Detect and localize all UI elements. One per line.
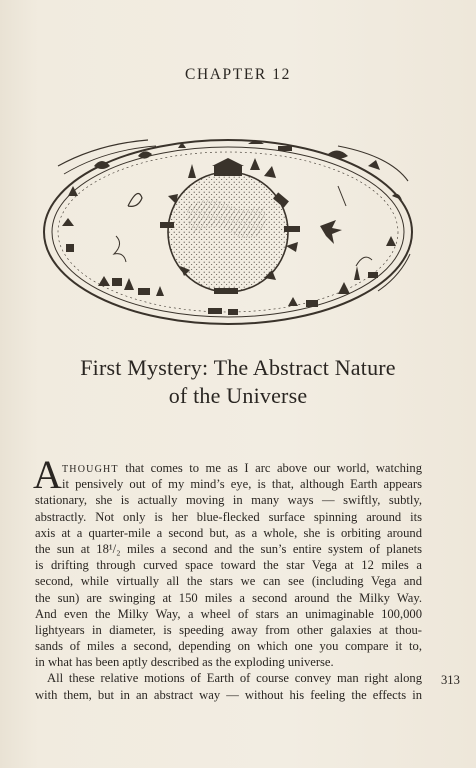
chapter-heading: CHAPTER 12 [185,66,291,83]
text-line [35,460,422,476]
chapter-title-line-2: of the Universe [168,383,308,408]
text-line: All these relative motions of Earth of course convey man right along [47,671,422,686]
text-line: in what has been aptly described as the exploding universe. [35,655,334,670]
chapter-title-line-1: First Mystery: The Abstract Nature [80,355,396,380]
text-line: it pensively out of my mind’s eye, is that, although Earth appears [62,477,422,492]
text-line: lightyears in diameter, is speeding away from other galaxies at thou- [35,622,422,637]
drop-cap: A [33,452,62,497]
chapter-title [0,354,476,410]
body-paragraphs [33,452,422,703]
text-line: second, while virtually all the stars we can see (including Vega and [35,574,422,589]
text-line: sands of miles a second, depending on which one you compare it to, [35,639,422,654]
text-line: the sun at 18¹/₂ miles a second and the sun’s entire system of planets [35,541,422,556]
text-line: is drifting through curved space toward the star Vega at 12 miles a [35,558,422,573]
text-line: axis at a quarter-mile a second but, as a whole, she is orbiting around [35,525,422,540]
opening-small-caps: THOUGHT [62,464,119,475]
text-line: stationary, she is actually moving in many ways — swiftly, subtly, [35,493,422,508]
text-line: abstractly. Not only is her blue-flecked surface spinning around its [35,509,422,524]
text-line: with them, but in an abstract way — without his feeling the effects in [35,687,422,702]
text-line: And even the Milky Way, a wheel of stars an unimaginable 100,000 [35,606,422,621]
page-number: 313 [441,673,460,687]
earth-panorama-engraving-icon [38,126,418,336]
text-line-content: that comes to me as I arc above our world, watching [118,461,422,475]
text-line: the sun) are swinging at 150 miles a second around the Milky Way. [35,590,422,605]
